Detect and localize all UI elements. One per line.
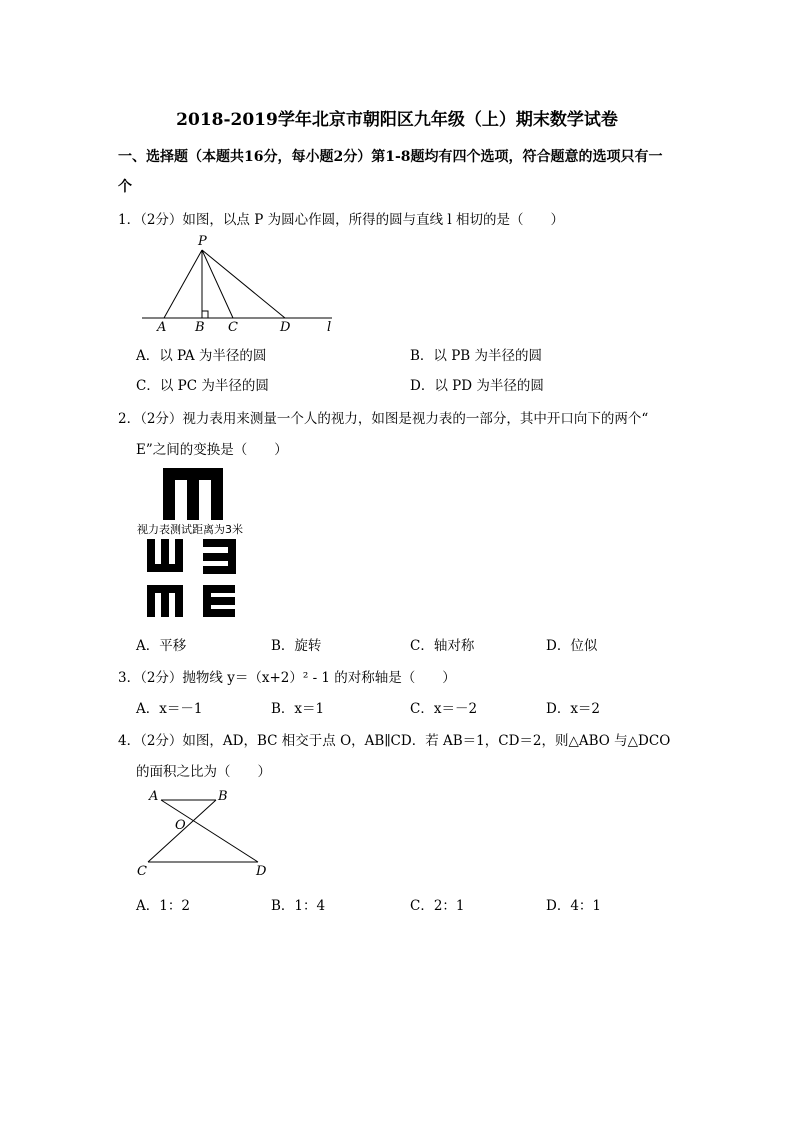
label-p: P — [198, 234, 207, 249]
question-4-text-line2: 的面积之比为（ ） — [136, 764, 271, 780]
right-angle-mark — [202, 311, 208, 318]
eye-chart-e-up — [147, 539, 183, 572]
label-c: C — [137, 864, 147, 879]
label-b: B — [195, 320, 205, 335]
question-3-option-d[interactable]: D．x＝2 — [546, 701, 601, 717]
question-4-option-b[interactable]: B．1：4 — [271, 898, 326, 914]
segment-pa — [164, 250, 202, 318]
eye-chart-e-down-small — [147, 585, 183, 617]
question-3-option-a[interactable]: A．x＝－1 — [136, 701, 203, 717]
question-2-option-b[interactable]: B．旋转 — [271, 638, 322, 654]
label-o: O — [175, 818, 186, 833]
question-1-option-b[interactable]: B．以 PB 为半径的圆 — [410, 348, 543, 364]
label-a: A — [157, 320, 167, 335]
question-1-figure — [140, 232, 340, 336]
label-d: D — [256, 864, 267, 879]
eye-chart-e-down-large — [163, 468, 223, 520]
question-2-option-c[interactable]: C．轴对称 — [410, 638, 475, 654]
page-title: 2018-2019学年北京市朝阳区九年级（上）期末数学试卷 — [176, 110, 618, 130]
question-3-text: 3．（2分）抛物线 y＝（x+2）² - 1 的对称轴是（ ） — [118, 670, 456, 686]
question-4-option-a[interactable]: A．1：2 — [136, 898, 190, 914]
question-4-option-c[interactable]: C．2：1 — [410, 898, 465, 914]
label-a: A — [149, 789, 159, 804]
question-1-text: 1．（2分）如图，以点 P 为圆心作圆，所得的圆与直线 l 相切的是（ ） — [118, 212, 564, 228]
section-heading-line2: 个 — [118, 179, 132, 195]
question-2-option-a[interactable]: A．平移 — [136, 638, 187, 654]
eye-chart-caption: 视力表测试距离为3米 — [137, 523, 243, 536]
section-heading-line1: 一、选择题（本题共16分，每小题2分）第1-8题均有四个选项，符合题意的选项只有一 — [118, 149, 663, 165]
eye-chart-figure — [135, 468, 255, 618]
eye-chart-e-right — [203, 585, 235, 617]
question-3-option-b[interactable]: B．x＝1 — [271, 701, 325, 717]
question-1-option-d[interactable]: D．以 PD 为半径的圆 — [410, 378, 544, 394]
question-4-text-line1: 4．（2分）如图，AD，BC 相交于点 O，AB∥CD．若 AB＝1，CD＝2，则△ABO 与△DCO — [118, 733, 671, 749]
question-2-text-line2: E”之间的变换是（ ） — [136, 442, 288, 458]
question-2-option-d[interactable]: D．位似 — [546, 638, 598, 654]
label-d: D — [280, 320, 291, 335]
question-4-option-d[interactable]: D．4：1 — [546, 898, 602, 914]
question-1-option-c[interactable]: C．以 PC 为半径的圆 — [136, 378, 269, 394]
question-4-figure — [132, 786, 277, 880]
label-l: l — [327, 320, 332, 335]
question-1-option-a[interactable]: A．以 PA 为半径的圆 — [136, 348, 267, 364]
label-b: B — [218, 789, 228, 804]
label-c: C — [228, 320, 238, 335]
question-2-text-line1: 2．（2分）视力表用来测量一个人的视力，如图是视力表的一部分，其中开口向下的两个“ — [118, 411, 649, 427]
segment-pd — [202, 250, 285, 318]
segment-pc — [202, 250, 233, 318]
question-3-option-c[interactable]: C．x＝－2 — [410, 701, 478, 717]
eye-chart-e-left — [203, 539, 236, 574]
